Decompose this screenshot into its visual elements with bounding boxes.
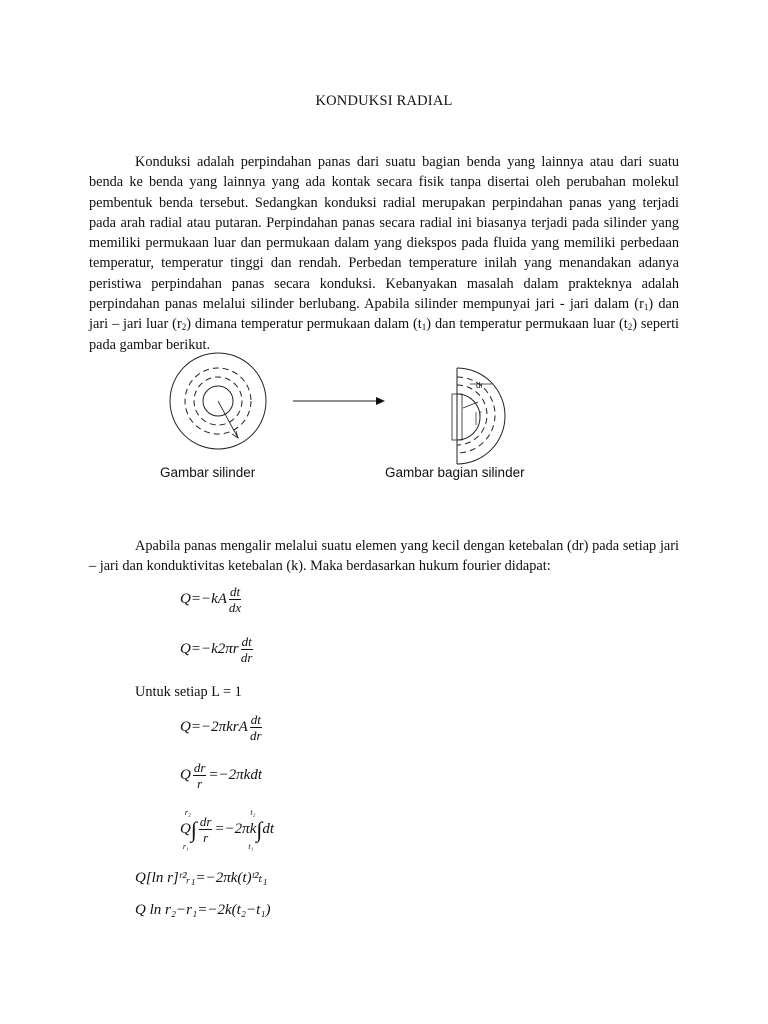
- equation-3: Q=−2πkrA $\frac{dt}{dr}$: [180, 712, 262, 743]
- equation-4: Q $\frac{dr}{r}$ =−2πkdt: [180, 760, 262, 791]
- equation-7: Q ln r₂−r₁=−2k(t₂−t₁): [135, 902, 271, 918]
- integral-icon: ∫ r₂ r₁: [182, 807, 197, 851]
- unit-length-note: Untuk setiap L = 1: [135, 684, 242, 700]
- intro-paragraph: Konduksi adalah perpindahan panas dari suatu bagian benda yang lainnya atau dari suatu benda ke benda yang lainnya yang ada kontak secara fisik tanpa disertai oleh perubahan molekul pembentuk benda tersebut. Sedangkan konduksi radial merupakan perpindahan panas yang terjadi pada arah radial atau putaran. Perpindahan panas secara radial ini biasanya terjadi pada silinder yang memiliki permukaan luar dan permukaan dalam yang diekspos pada fluida yang memiliki perbedaan temperatur, temperatur tinggi dan rendah. Perbedan temperature inilah yang menandakan adanya peristiwa perpindahan panas secara konduksi. Kebanyakan masalah dalam prakteknya adalah perpindahan panas melalui silinder berlubang. Apabila silinder mempunyai jari - jari dalam $(r_1)$ dan jari – jari luar $(r_2)$ dimana temperatur permukaan dalam $(t_1)$ dan temperatur permukaan luar $(t_2)$ seperti pada gambar berikut.: [89, 154, 680, 353]
- equation-6: Q[ln r]ʳ²ᵣ₁=−2πk(t)ᵗ²ₜ₁: [135, 870, 268, 886]
- cylinder-figures: [0, 350, 768, 490]
- arrow-icon: [293, 397, 385, 405]
- equation-2: Q=−k2πr $\frac{dt}{dr}$: [180, 634, 253, 665]
- caption-cylinder-section: Gambar bagian silinder: [385, 465, 525, 480]
- equation-1: Q=−kA $\frac{dt}{dx}$: [180, 584, 242, 615]
- cylinder-cross-section-diagram: [170, 353, 266, 449]
- equation-5: Q∫ r₂ r₁ $\frac{dr}{r}$ =−2πk∫ t₂ t₁ dt: [180, 807, 275, 851]
- page-title: KONDUKSI RADIAL: [315, 93, 453, 109]
- integral-icon: ∫ t₂ t₁: [248, 807, 263, 851]
- caption-cylinder: Gambar silinder: [160, 465, 256, 480]
- label-dr: dr: [476, 381, 484, 390]
- label-r: r: [479, 409, 482, 418]
- fourier-paragraph: Apabila panas mengalir melalui suatu elemen yang kecil dengan ketebalan (dr) pada setiap jari – jari dan konduktivitas ketebalan (k). Maka berdasarkan hukum fourier didapat:: [89, 538, 679, 575]
